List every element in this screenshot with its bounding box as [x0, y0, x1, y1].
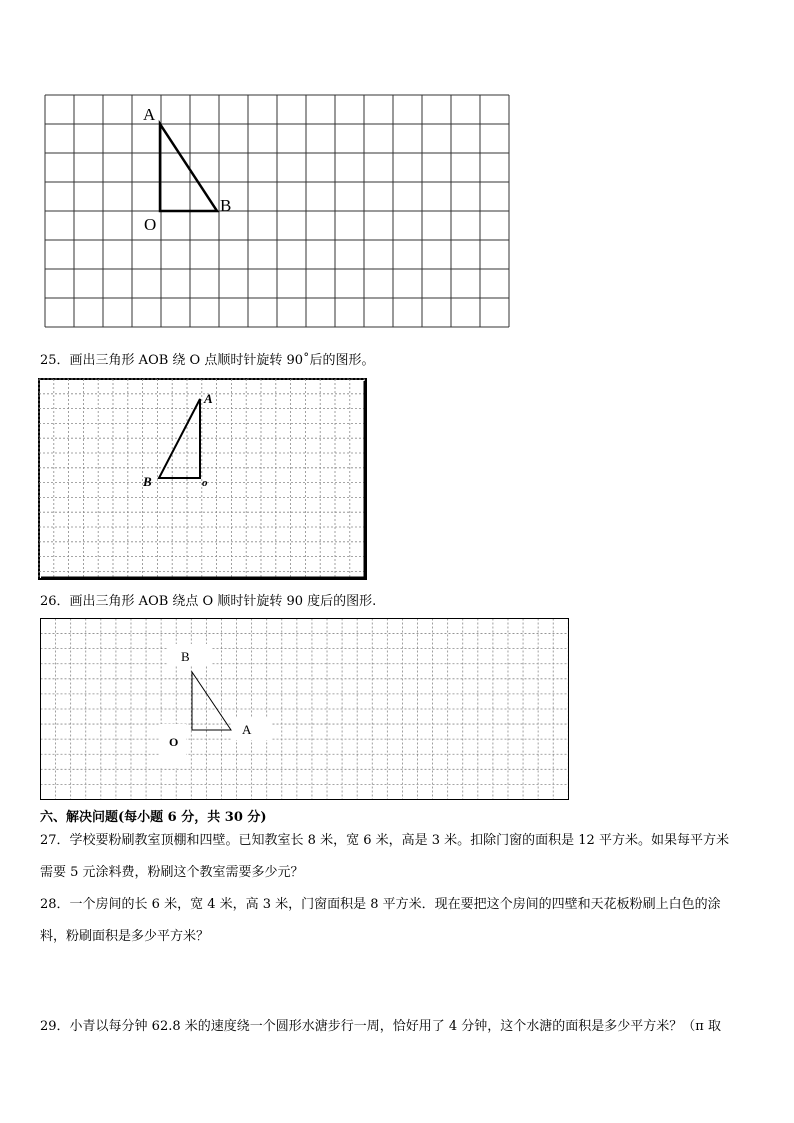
triangle-aob	[159, 399, 200, 478]
label-a: A	[242, 722, 252, 737]
grid-figure-25	[38, 378, 370, 584]
label-o: O	[169, 735, 179, 749]
question-26: 26．画出三角形 AOB 绕点 O 顺时针旋转 90 度后的图形.	[40, 594, 377, 609]
dashed-grid-lines	[41, 619, 569, 800]
question-27-line-2: 需要 5 元涂料费，粉刷这个教室需要多少元？	[40, 865, 304, 880]
grid-figure-1	[40, 90, 512, 330]
question-28-line-2: 料，粉刷面积是多少平方米？	[40, 929, 210, 944]
section-title: 六、解决问题(每小题 6 分，共 30 分)	[40, 810, 267, 825]
question-25: 25．画出三角形 AOB 绕 O 点顺时针旋转 90˚后的图形。	[40, 353, 375, 368]
grid-lines	[45, 95, 509, 327]
triangle-aob	[160, 124, 217, 211]
label-a: A	[204, 391, 213, 406]
label-a: A	[143, 105, 156, 124]
question-29-line-1: 29．小青以每分钟 62.8 米的速度绕一个圆形水溏步行一周，恰好用了 4 分钟，这个水溏的面积是多少平方米？（π 取	[40, 1019, 721, 1034]
label-b: B	[143, 474, 152, 489]
triangle-aob	[192, 672, 231, 730]
label-o: o	[202, 477, 208, 489]
label-o: O	[144, 215, 157, 234]
question-27-line-1: 27．学校要粉刷教室顶棚和四壁。已知教室长 8 米，宽 6 米，高是 3 米。扣除门窗的面积是 12 平方米。如果每平方米	[40, 833, 729, 848]
label-b: B	[181, 649, 190, 664]
grid-figure-26	[40, 618, 572, 804]
label-b: B	[220, 196, 232, 215]
question-28-line-1: 28．一个房间的长 6 米，宽 4 米，高 3 米，门窗面积是 8 平方米．现在要把这个房间的四壁和天花板粉刷上白色的涂	[40, 897, 721, 912]
